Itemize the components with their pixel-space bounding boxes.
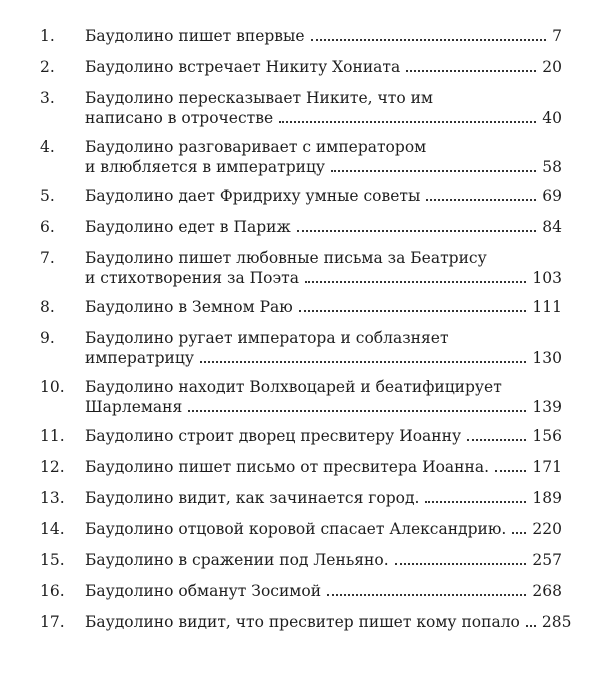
entry-number: 14. [40, 520, 65, 538]
dot-leader [188, 410, 526, 412]
entry-title: Баудолино в сражении под Леньяно. [85, 551, 389, 569]
toc-entry [0, 248, 562, 288]
dot-leader [331, 170, 536, 172]
toc-entry [0, 426, 562, 446]
dot-leader [526, 625, 536, 627]
page-number: 20 [542, 58, 562, 76]
dot-leader [406, 70, 536, 72]
entry-number: 3. [40, 89, 55, 107]
page-number: 220 [532, 520, 562, 538]
entry-title: Баудолино пересказывает Никите, что им [85, 89, 433, 107]
entry-number: 8. [40, 298, 55, 316]
entry-number: 16. [40, 582, 65, 600]
toc-entry [0, 457, 562, 477]
entry-title: Баудолино дает Фридриху умные советы [85, 187, 421, 205]
dot-leader [425, 501, 526, 503]
dot-leader [279, 121, 536, 123]
entry-number: 12. [40, 458, 65, 476]
page-number: 103 [532, 269, 562, 287]
page-number: 7 [552, 27, 562, 45]
dot-leader [305, 281, 526, 283]
entry-title: Баудолино обманут Зосимой [85, 582, 322, 600]
page-number: 268 [532, 582, 562, 600]
toc-entry [0, 488, 562, 508]
entry-number: 2. [40, 58, 55, 76]
dot-leader [327, 594, 526, 596]
entry-number: 10. [40, 378, 65, 396]
dot-leader [426, 199, 536, 201]
page-number: 285 [541, 613, 572, 631]
entry-title-continued: написано в отрочестве [85, 109, 274, 127]
entry-number: 13. [40, 489, 65, 507]
entry-title-continued: Шарлеманя [85, 398, 183, 416]
entry-number: 1. [40, 27, 55, 45]
entry-number: 5. [40, 187, 55, 205]
entry-title: Баудолино находит Волхвоцарей и беатифицирует [85, 378, 502, 396]
dot-leader [395, 563, 527, 565]
entry-title: Баудолино строит дворец пресвитеру Иоанну [85, 427, 462, 445]
page-number: 171 [532, 458, 562, 476]
entry-title: Баудолино ругает императора и соблазняет [85, 329, 449, 347]
entry-title-continued: императрицу [85, 349, 194, 367]
table-of-contents [0, 26, 600, 643]
entry-title: Баудолино встречает Никиту Хониата [85, 58, 401, 76]
toc-entry [0, 186, 562, 206]
dot-leader [297, 230, 537, 232]
dot-leader [512, 532, 526, 534]
entry-title: Баудолино пишет впервые [85, 27, 305, 45]
toc-entry [0, 550, 562, 570]
toc-entry [0, 217, 562, 237]
toc-entry [0, 377, 562, 417]
entry-number: 15. [40, 551, 65, 569]
entry-title: Баудолино в Земном Раю [85, 298, 293, 316]
toc-entry [0, 57, 562, 77]
toc-entry [0, 519, 562, 539]
page-number: 84 [542, 218, 562, 236]
entry-title-continued: и стихотворения за Поэта [85, 269, 299, 287]
dot-leader [495, 470, 526, 472]
entry-number: 7. [40, 249, 55, 267]
toc-entry [0, 328, 562, 368]
toc-entry [0, 612, 572, 632]
entry-number: 9. [40, 329, 55, 347]
toc-entry [0, 137, 562, 177]
toc-entry [0, 297, 562, 317]
entry-title: Баудолино пишет письмо от пресвитера Иоанна. [85, 458, 489, 476]
page-number: 111 [532, 298, 562, 316]
entry-number: 4. [40, 138, 55, 156]
dot-leader [467, 439, 526, 441]
entry-title-continued: и влюбляется в императрицу [85, 158, 326, 176]
toc-entry [0, 26, 562, 46]
page-number: 189 [532, 489, 562, 507]
page-number: 156 [532, 427, 562, 445]
entry-number: 6. [40, 218, 55, 236]
entry-title: Баудолино разговаривает с императором [85, 138, 427, 156]
dot-leader [200, 361, 526, 363]
toc-entry [0, 88, 562, 128]
entry-number: 11. [40, 427, 65, 445]
page-number: 58 [542, 158, 562, 176]
entry-title: Баудолино отцовой коровой спасает Александрию. [85, 520, 507, 538]
page-number: 130 [532, 349, 562, 367]
dot-leader [311, 39, 547, 41]
page-number: 257 [532, 551, 562, 569]
entry-title: Баудолино пишет любовные письма за Беатрису [85, 249, 487, 267]
entry-title: Баудолино едет в Париж [85, 218, 291, 236]
dot-leader [299, 310, 527, 312]
page-number: 69 [542, 187, 562, 205]
entry-number: 17. [40, 613, 65, 631]
page-number: 139 [532, 398, 562, 416]
toc-entry [0, 581, 562, 601]
entry-title: Баудолино видит, что пресвитер пишет кому попало [85, 613, 520, 631]
page-number: 40 [542, 109, 562, 127]
entry-title: Баудолино видит, как зачинается город. [85, 489, 420, 507]
